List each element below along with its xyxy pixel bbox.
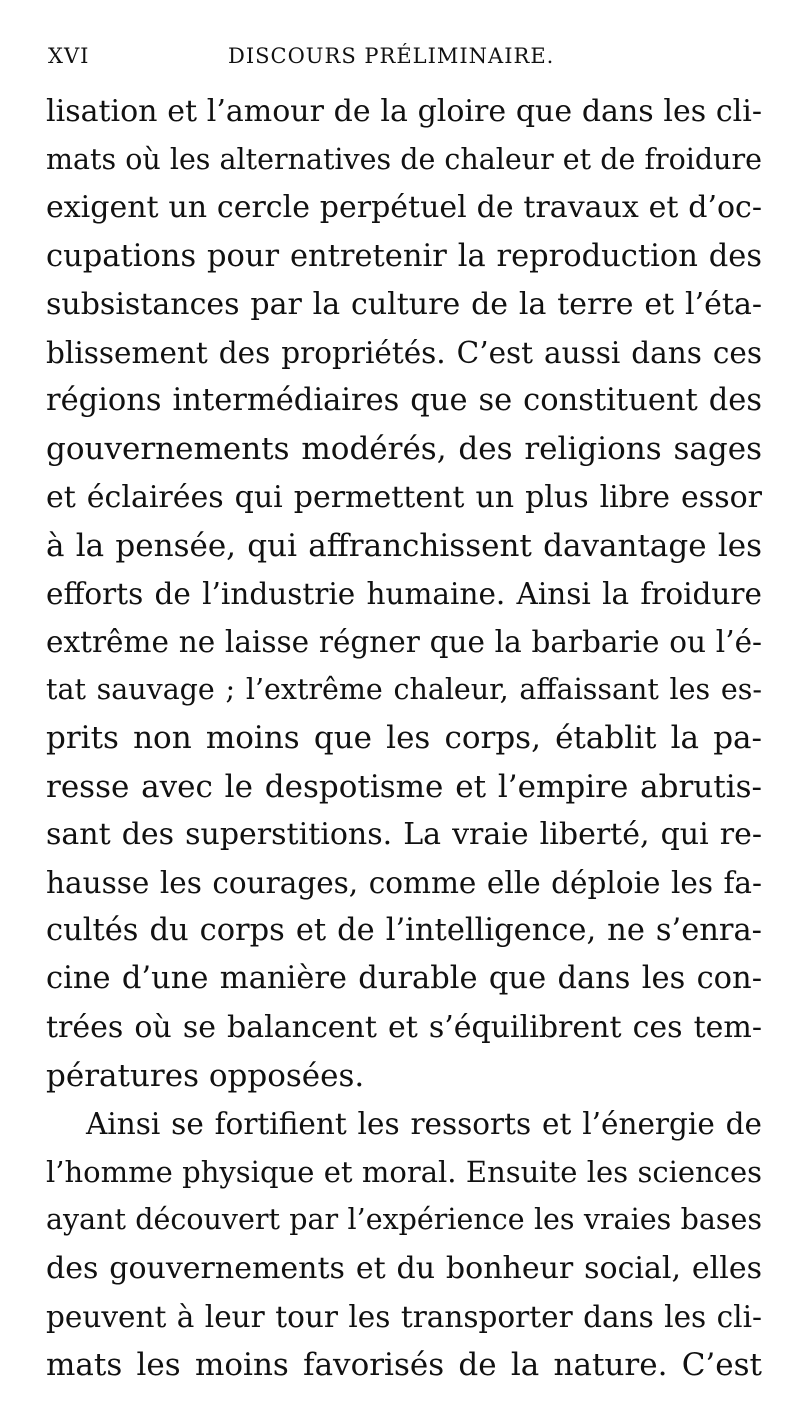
paragraph-end-line: pératures opposées.: [46, 1057, 365, 1094]
text-line: sant des superstitions. La vraie liberté, qui re-: [46, 816, 762, 852]
text-line: cultés du corps et de l’intelligence, ne s’enra-: [46, 913, 762, 949]
text-line: et éclairées qui permettent un plus libre essor: [46, 479, 762, 515]
text-line: prits non moins que les corps, établit la pa-: [46, 720, 762, 757]
text-line: hausse les courages, comme elle déploie les fa-: [46, 866, 762, 900]
text-line: des gouvernements et du bonheur social, elles: [46, 1250, 762, 1286]
text-line: à la pensée, qui affranchissent davantage les: [46, 527, 762, 564]
text-line: mats les moins favorisés de la nature. C’est: [46, 1346, 762, 1383]
text-line: mats où les alternatives de chaleur et de froidure: [46, 143, 762, 177]
text-line: blissement des propriétés. C’est aussi dans ces: [46, 335, 762, 370]
text-line: l’homme physique et moral. Ensuite les sciences: [46, 1155, 762, 1190]
text-line: tat sauvage ; l’extrême chaleur, affaissant les es-: [46, 673, 762, 707]
page-number: XVI: [48, 44, 90, 68]
text-line: cupations pour entretenir la reproduction des: [46, 238, 762, 274]
text-line: resse avec le despotisme et l’empire abrutis-: [46, 768, 762, 805]
text-line: lisation et l’amour de la gloire que dans les cli-: [46, 94, 762, 129]
body-text: [46, 88, 762, 1389]
running-head: [48, 44, 760, 74]
text-line: cine d’une manière durable que dans les con-: [46, 961, 762, 997]
text-line: exigent un cercle perpétuel de travaux et d’oc-: [46, 190, 762, 226]
paragraph-start-line: Ainsi se fortifient les ressorts et l’énergie de: [86, 1106, 762, 1141]
text-line: ayant découvert par l’expérience les vraies bases: [46, 1203, 762, 1237]
text-line: efforts de l’industrie humaine. Ainsi la froidure: [46, 576, 762, 611]
text-line: peuvent à leur tour les transporter dans les cli-: [46, 1299, 762, 1334]
text-line: trées où se balancent et s’équilibrent ces tem-: [46, 1009, 762, 1045]
text-line: régions intermédiaires que se constituent des: [46, 383, 762, 419]
text-line: extrême ne laisse régner que la barbarie ou l’é-: [46, 625, 762, 660]
running-title: DISCOURS PRÉLIMINAIRE.: [228, 44, 555, 68]
text-line: subsistances par la culture de la terre et l’éta-: [46, 286, 762, 322]
text-line: gouvernements modérés, des religions sages: [46, 431, 762, 468]
